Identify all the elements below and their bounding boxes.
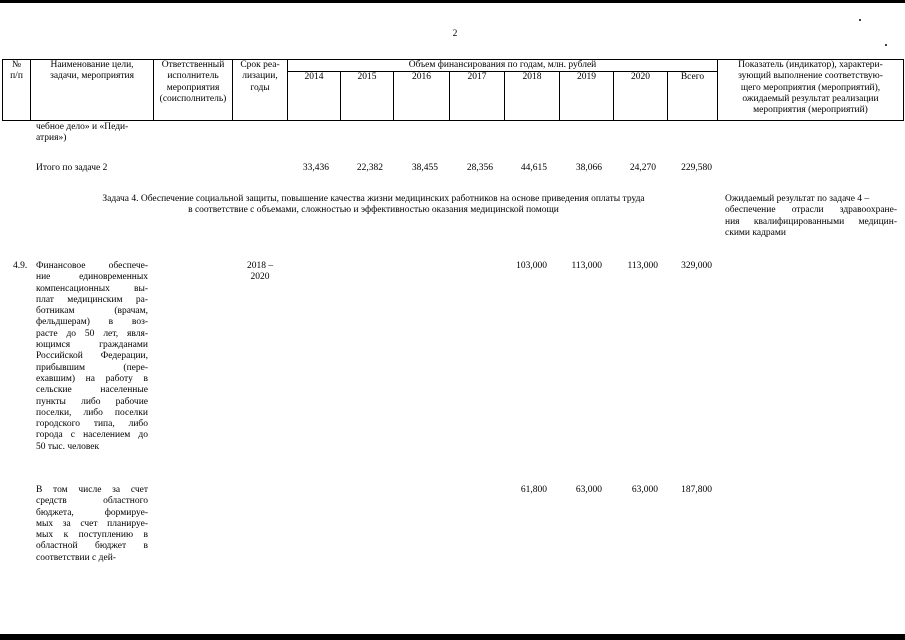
row-term: 2018 – 2020 [246,261,274,283]
header-total: Всего [680,72,705,82]
total-2020: 24,270 [629,163,656,173]
task4-title-line2: в соответствие с объемами, сложностью и эффективностью оказания медицинской помощи [188,205,559,215]
total-task2-label: Итого по задаче 2 [36,163,108,173]
top-border [0,0,905,3]
continuation-text: чебное дело» и «Педи- атрия») [36,122,129,144]
cell-text-line: ботникам (врачам, [36,306,148,317]
header-num: № п/п [10,60,23,82]
cell-text-line: города с населением до [36,430,148,441]
cell-text-line: поселки, либо поселки [36,407,148,418]
row-2018: 103,000 [516,261,547,271]
cell-text-line: городского типа, либо [36,419,148,430]
header-year-2018: 2018 [522,72,542,82]
bottom-border [0,634,905,640]
row-2020: 63,000 [631,485,658,495]
cell-text-line: мых к поступлению в [36,530,148,541]
total-2019: 38,066 [575,163,602,173]
row-total: 187,800 [681,485,712,495]
header-funding-title: Объем финансирования по годам, млн. рублей [408,60,597,70]
total-2018: 44,615 [520,163,547,173]
cell-text-line: мых за счет планируе- [36,518,148,529]
row-2020: 113,000 [627,261,658,271]
cell-text-line: средств областного [36,496,148,507]
cell-text-line: расте до 50 лет, явля- [36,328,148,339]
cell-text-line: В том числе за счет [36,485,148,495]
cell-text-line: ющимся гражданами [36,340,148,351]
cell-text-line: компенсационных вы- [36,283,148,294]
row-name [36,261,148,453]
header-name: Наименование цели, задачи, мероприятия [50,60,134,82]
total-all: 229,580 [681,163,712,173]
cell-text-line: Финансовое обеспече- [36,261,148,271]
row-2019: 113,000 [571,261,602,271]
cell-text-line: фельдшерам) в воз- [36,317,148,328]
page-number: 2 [452,29,458,39]
row-2019: 63,000 [575,485,602,495]
task4-expected-result: Ожидаемый результат по задаче 4 – обеспечение отрасли здравоохране- ния квалифицированными медицин- скими кадрами [725,194,897,238]
header-year-2015: 2015 [357,72,377,82]
cell-text-line: плат медицинским ра- [36,294,148,305]
total-2015: 22,382 [356,163,383,173]
header-indicator: Показатель (индикатор), характери- зующий выполнение соответствую- щего мероприятия (мероприятий), ожидаемый результат реализации мероприятия (мероприятий) [738,60,883,116]
header-year-2016: 2016 [412,72,431,82]
header-year-2019: 2019 [577,72,596,82]
cell-text-line: областной бюджет в [36,541,148,552]
total-2016: 38,455 [411,163,438,173]
header-executor: Ответственный исполнитель мероприятия (соисполнитель) [159,60,227,104]
cell-text-line: бюджета, формируе- [36,507,148,518]
cell-text-line: Российской Федерации, [36,351,148,362]
header-year-2020: 2020 [631,72,650,82]
cell-text-line: ние единовременных [36,272,148,283]
cell-text-line: пункты либо рабочие [36,396,148,407]
cell-text-line: ехавшим) на работу в [36,373,148,384]
cell-text-line: сельские населенные [36,385,148,396]
header-term: Срок реа- лизации, годы [240,60,280,93]
header-year-2017: 2017 [467,72,487,82]
cell-text-line: соответствии с дей- [36,552,116,563]
row-number: 4.9. [13,261,28,271]
header-year-2014: 2014 [304,72,324,82]
cell-text-line: прибывшим (пере- [36,362,148,373]
scan-speck [859,19,861,21]
task4-title-line1: Задача 4. Обеспечение социальной защиты, повышение качества жизни медицинских работников на основе приведения оплаты труда [102,194,645,204]
total-2017: 28,356 [466,163,493,173]
row-total: 329,000 [681,261,712,271]
scan-speck [885,44,887,46]
total-2014: 33,436 [302,163,329,173]
cell-text-line: 50 тыс. человек [36,441,100,452]
row-2018: 61,800 [520,485,547,495]
row-name [36,485,148,564]
